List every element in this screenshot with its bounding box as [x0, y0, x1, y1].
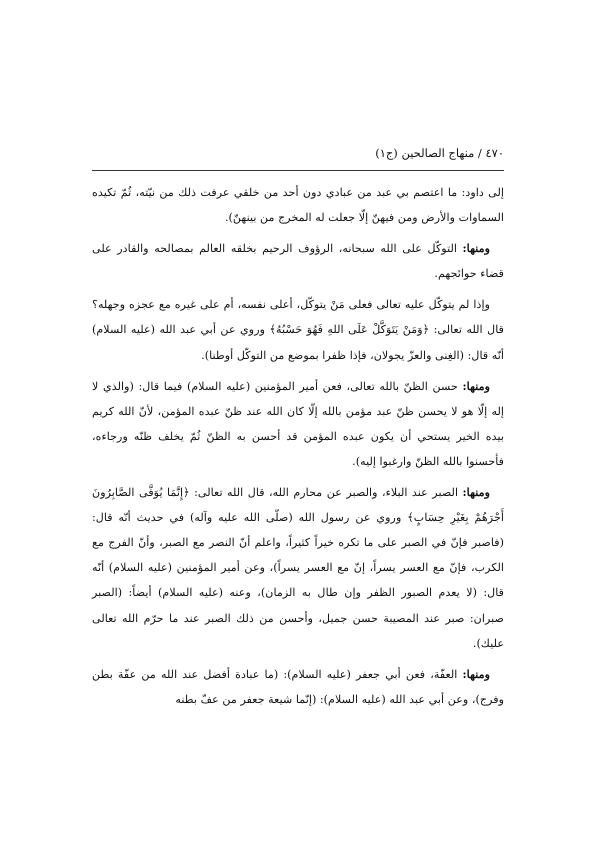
paragraph-text: الصبر عند البلاء، والصبر عن محارم الله، قال الله تعالى: ﴿إِنَّمَا يُوَفَّى الصَّابِرُونَ أَجْرَهُمْ بِغَيْرِ حِسَابٍ﴾ وروي عن رسول الله (صلّى الله عليه وآله) في حديث أنّه قال: (فاصبر فإنّ في الصبر على ما تكره خيراً كثيراً، واعلم أنّ النصر مع الصبر، وأنّ الفرج مع الكرب، فإنّ مع العسر يسراً، إنّ مع العسر يسراً)، وعن أمير المؤمنين (عليه السلام) أنّه قال: (لا يعدم الصبور الظفر وإن طال به الزمان)، وعنه (عليه السلام) أيضاً: (الصبر صبران: صبر عند المصيبة حسن جميل، وأحسن من ذلك الصبر عند ما حرّم الله تعالى عليك). — [92, 486, 504, 650]
paragraph — [92, 374, 504, 474]
paragraph — [92, 180, 504, 230]
paragraph-text: العفّة، فعن أبي جعفر (عليه السلام): (ما عبادة أفضل عند الله من عفّة بطن وفرج)، وعن أبي عبد الله (عليه السلام): (إنّما شيعة جعفر من عفّ بطنه — [92, 667, 504, 706]
paragraph-text: إلى داود: ما اعتصم بي عبد من عبادي دون أحد من خلقي عرفت ذلك من نيّته، ثُمّ تكيده السماوات والأرض ومن فيهنّ إلّا جعلت له المخرج من بينهنّ). — [92, 186, 504, 225]
page-body — [92, 180, 504, 718]
paragraph-text: وإذا لم يتوكّل عليه تعالى فعلى مَنْ يتوكّل، أعلى نفسه، أم على غيره مع عجزه وجهله؟ قال الله تعالى: ﴿وَمَنْ يَتَوَكَّلْ عَلَى اللهِ فَهُوَ حَسْبُهُ﴾ وروي عن أبي عبد الله (عليه السلام) أنّه قال: (الغِنى والعزّ يجولان، فإذا ظفرا بموضع من التوكّل أوطنا). — [92, 298, 504, 362]
running-header: ٤٧٠ / منهاج الصالحين (ج١) — [375, 146, 504, 160]
paragraph — [92, 236, 504, 286]
paragraph — [92, 292, 504, 367]
header-rule — [92, 170, 504, 171]
paragraph-lead: ومنها: — [462, 241, 490, 256]
paragraph-lead: ومنها: — [462, 378, 490, 393]
paragraph-lead: ومنها: — [462, 485, 490, 500]
paragraph — [92, 662, 504, 712]
paragraph-lead: ومنها: — [462, 666, 490, 681]
paragraph-text: حسن الظنّ بالله تعالى، فعن أمير المؤمنين (عليه السلام) فيما قال: (والذي لا إله إلّا هو لا يحسن ظنّ عبد مؤمن بالله إلّا كان الله عند ظنّ عبده المؤمن، لأنّ الله كريم بيده الخير يستحي أن يكون عبده المؤمن قد أحسن به الظنّ ثُمّ يخلف ظنّه ورجاءه، فأحسنوا بالله الظنّ وارغبوا إليه). — [92, 379, 504, 468]
paragraph-text: التوكّل على الله سبحانه، الرؤوف الرحيم بخلقه العالم بمصالحه والقادر على قضاء حوائجهم. — [92, 242, 504, 281]
paragraph — [92, 480, 504, 656]
